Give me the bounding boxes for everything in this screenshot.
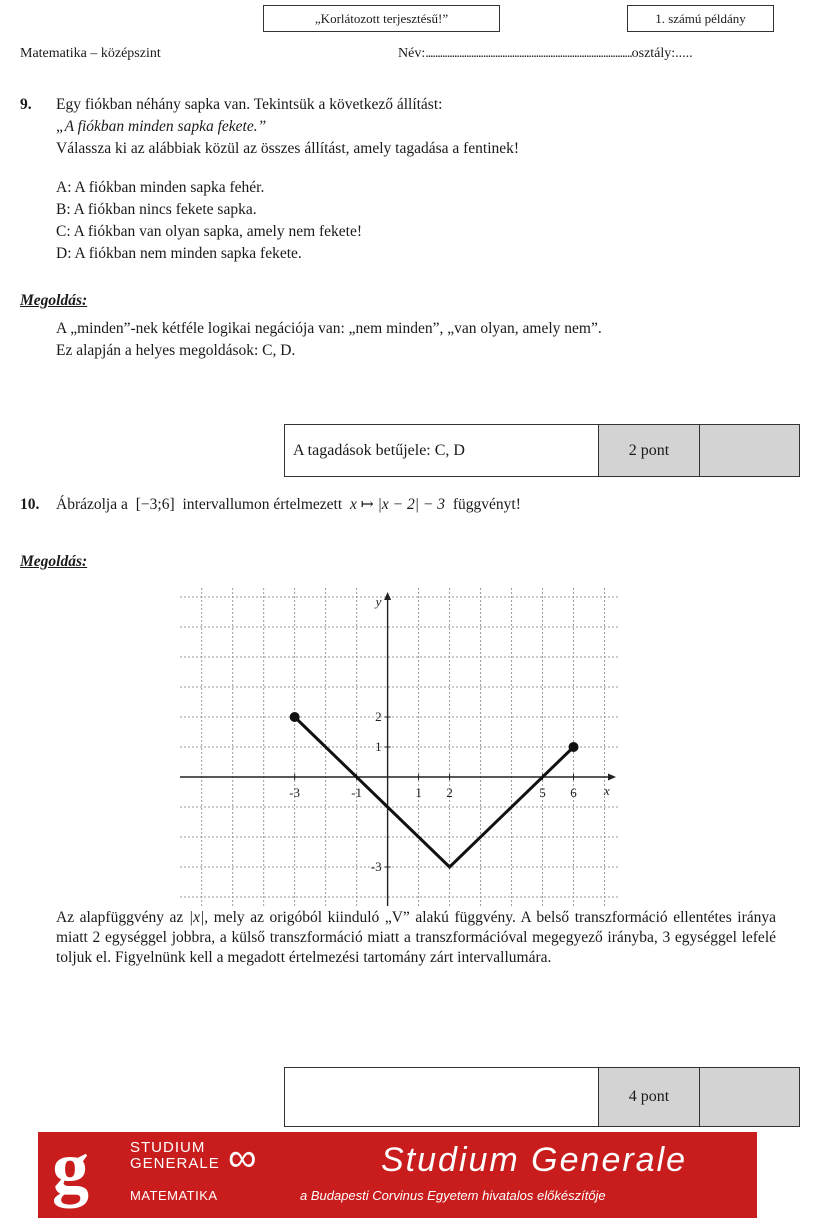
x-tick-label: 1	[415, 785, 422, 800]
x-tick-label: 5	[539, 785, 546, 800]
q10-text-c: függvényt!	[452, 496, 521, 513]
q10-para-rest: , mely az origóból kiinduló „V” alakú függvény. A belső transzformáció ellentétes iránya miatt 2 egységgel jobbra, a külső transzformáció miatt a transzformációval megegyező irányba, 3 egységgel lefelé toljuk el. Figyelnünk kell a megadott értelmezési tartomány zárt intervallumára.	[56, 909, 776, 966]
q10-para-abs: |x|	[188, 909, 205, 926]
q9-answer: A tagadások betűjele: C, D	[285, 425, 599, 476]
q9-text-line1: Egy fiókban néhány sapka van. Tekintsük a következő állítást:	[56, 96, 443, 113]
class-label: osztály:	[631, 46, 676, 61]
logo-matematika: MATEMATIKA	[130, 1188, 218, 1203]
q9-points: 2 pont	[599, 425, 700, 476]
q9-text-line3: Válassza ki az alábbiak közül az összes állítást, amely tagadása a fentinek!	[56, 140, 520, 157]
name-label: Név:	[398, 46, 426, 61]
q10-score-box	[284, 1067, 800, 1127]
x-axis-label: x	[604, 783, 610, 798]
q9-solution-label: Megoldás:	[20, 292, 88, 309]
x-tick-label: -3	[289, 785, 301, 800]
y-tick-label: 1	[375, 739, 382, 754]
x-tick-label: -1	[351, 785, 363, 800]
q9-score-cell	[700, 425, 799, 476]
q10-answer-cell	[285, 1068, 599, 1126]
studium-generale-banner	[38, 1127, 757, 1218]
grid	[180, 588, 620, 906]
q10-solution-label: Megoldás:	[20, 553, 88, 570]
y-axis-label: y	[375, 594, 382, 609]
y-tick-label: 2	[375, 709, 382, 724]
copy-label: 1. számú példány	[655, 10, 746, 26]
endpoint-dot	[569, 742, 579, 752]
q10-text-b: intervallumon értelmezett	[182, 496, 343, 513]
x-axis-arrow	[608, 774, 616, 781]
name-class-line	[398, 46, 788, 62]
q9-option-c: C: A fiókban van olyan sapka, amely nem fekete!	[56, 223, 363, 240]
q9-option-d: D: A fiókban nem minden sapka fekete.	[56, 245, 302, 262]
q9-solution-line1: A „minden”-nek kétféle logikai negációja van: „nem minden”, „van olyan, amely nem”.	[56, 320, 602, 337]
q9-option-a: A: A fiókban minden sapka fehér.	[56, 179, 265, 196]
axes	[180, 592, 616, 906]
restricted-box	[263, 5, 500, 32]
q10-function: x ↦ |x − 2| − 3	[350, 496, 445, 513]
q10-points: 4 pont	[599, 1068, 700, 1126]
function-line	[295, 717, 574, 867]
q10-interval: [−3;6]	[135, 496, 175, 513]
q9-solution-line2: Ez alapján a helyes megoldások: C, D.	[56, 342, 296, 359]
q10-para-prefix: Az alapfüggvény az	[56, 909, 184, 926]
subject-label: Matematika – középszint	[20, 46, 161, 61]
q10-number: 10.	[20, 496, 40, 513]
q9-option-b: B: A fiókban nincs fekete sapka.	[56, 201, 257, 218]
logo-studium: STUDIUM	[130, 1139, 206, 1156]
q10-text	[56, 494, 521, 516]
banner-title: Studium Generale	[381, 1141, 688, 1179]
q10-explanation	[56, 908, 776, 968]
name-field: ......................................................................................	[425, 46, 632, 61]
endpoint-dot	[290, 712, 300, 722]
x-tick-label: 2	[446, 785, 453, 800]
plot	[290, 712, 579, 867]
infinity-icon: ∞	[228, 1136, 257, 1180]
banner-subtitle: a Budapesti Corvinus Egyetem hivatalos előkészítője	[300, 1188, 606, 1203]
q10-text-a: Ábrázolja a	[56, 496, 128, 513]
x-tick-label: 6	[570, 785, 577, 800]
y-axis-arrow	[384, 592, 391, 600]
restricted-label: „Korlátozott terjesztésű!”	[314, 10, 449, 26]
function-graph	[180, 588, 620, 906]
sg-logo-icon: g	[52, 1127, 89, 1209]
logo-generale: GENERALE	[130, 1155, 220, 1172]
y-tick-label: -3	[370, 859, 382, 874]
q9-number: 9.	[20, 96, 32, 113]
copy-box	[627, 5, 774, 32]
class-field: .....	[675, 46, 693, 61]
q10-score-cell	[700, 1068, 799, 1126]
q9-quote: „A fiókban minden sapka fekete.”	[56, 118, 267, 135]
q9-score-box	[284, 424, 800, 477]
